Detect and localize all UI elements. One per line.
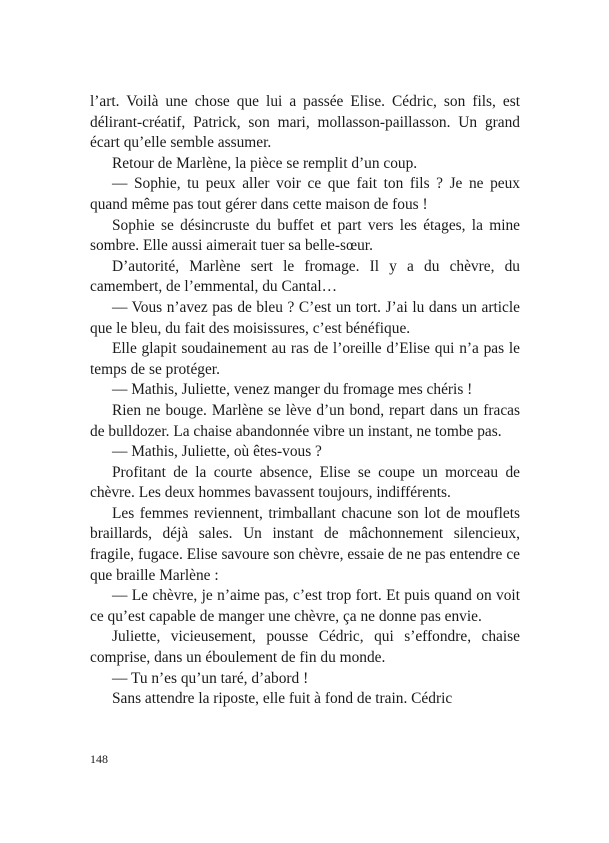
paragraph: Rien ne bouge. Marlène se lève d’un bond, repart dans un fracas de bulldozer. La chaise abandonnée vibre un instant, ne tombe pas. bbox=[90, 401, 520, 440]
dialogue-line: — Le chèvre, je n’aime pas, c’est trop fort. Et puis quand on voit ce qu’est capable de manger une chèvre, ça ne donne pas envie. bbox=[90, 587, 520, 625]
body-text bbox=[90, 92, 520, 710]
paragraph: Profitant de la courte absence, Elise se coupe un morceau de chèvre. Les deux hommes bavassent toujours, indifférents. bbox=[90, 463, 520, 502]
paragraph: D’autorité, Marlène sert le fromage. Il y a du chèvre, du camembert, de l’emmental, du Cantal… bbox=[90, 257, 520, 296]
paragraph: Les femmes reviennent, trimballant chacune son lot de mouflets braillards, déjà sales. Un instant de mâchonnement silencieux, fragile, fugace. Elise savoure son chèvre, essaie de ne pas entendre ce que braille Marlène : bbox=[90, 504, 520, 584]
paragraph: Sophie se désincruste du buffet et part vers les étages, la mine sombre. Elle aussi aimerait tuer sa belle-sœur. bbox=[90, 216, 520, 255]
paragraph: l’art. Voilà une chose que lui a passée Elise. Cédric, son fils, est délirant-créatif, Patrick, son mari, mollasson-paillasson. Un grand écart qu’elle semble assumer. bbox=[90, 93, 520, 152]
dialogue-line: — Sophie, tu peux aller voir ce que fait ton fils ? Je ne peux quand même pas tout gérer dans cette maison de fous ! bbox=[90, 175, 520, 213]
dialogue-line: — Mathis, Juliette, où êtes-vous ? bbox=[112, 443, 322, 461]
page-number: 148 bbox=[90, 752, 108, 766]
dialogue-line: — Tu n’es qu’un taré, d’abord ! bbox=[112, 669, 309, 687]
paragraph: Retour de Marlène, la pièce se remplit d’un coup. bbox=[112, 154, 418, 172]
paragraph: Juliette, vicieusement, pousse Cédric, qui s’effondre, chaise comprise, dans un éboulement de fin du monde. bbox=[90, 628, 520, 667]
dialogue-line: — Mathis, Juliette, venez manger du fromage mes chéris ! bbox=[112, 381, 473, 399]
paragraph: Sans attendre la riposte, elle fuit à fond de train. Cédric bbox=[112, 690, 453, 708]
paragraph: Elle glapit soudainement au ras de l’oreille d’Elise qui n’a pas le temps de se protéger. bbox=[90, 340, 520, 378]
dialogue-line: — Vous n’avez pas de bleu ? C’est un tort. J’ai lu dans un article que le bleu, du fait des moisissures, c’est bénéfique. bbox=[90, 298, 520, 337]
